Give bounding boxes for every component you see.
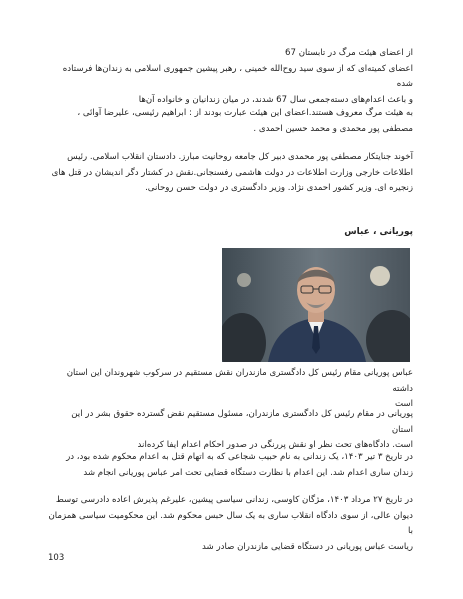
text-line: زنجیره ای. وزیر کشور احمدی نژاد. وزیر دادگستری در دولت حسن روحانی. [145, 183, 413, 193]
text-line: اطلاعات خارجی وزارت اطلاعات در دولت هاشمی رفسنجانی.نقش در کشتار دگر اندیشان در قتل های [51, 167, 413, 178]
text-line: زندان ساری اعدام شد. این اعدام با نظارت دستگاه قضایی تحت امر عباس پوریانی انجام شد [83, 467, 413, 478]
intro-section [48, 46, 413, 108]
pouryani-intro [48, 366, 413, 413]
page-number: 103 [48, 553, 65, 563]
pouryani-role [48, 407, 413, 454]
text-line: در تاریخ ۳ تیر ۱۴۰۳، یک زندانی به نام حبیب شجاعی که به اتهام قتل به اعدام محکوم شده بود، در [66, 452, 413, 462]
text-line: دیوان عالی، از سوی دادگاه انقلاب ساری به یک سال حبس محکوم شد. این محکومیت سیاسی همزمان با [48, 510, 413, 536]
text-line: به هیئت مرگ معروف هستند.اعضای این هیئت عبارت بودند از : ابراهیم رئیسی، علیرضا آوائی ، [77, 108, 413, 118]
text-line: ریاست عباس پوریانی در دستگاه قضایی مازندران صادر شد [202, 541, 413, 552]
pourmohammadi-section [48, 150, 413, 197]
text-line: اعضای کمیته‌ای که از سوی سید روح‌الله خمینی ، رهبر پیشین جمهوری اسلامی به زندان‌ها فرستاده شده [62, 63, 413, 89]
text-line: مصطفی پور محمدی و محمد حسین احمدی . [253, 123, 413, 134]
execution-case [48, 450, 413, 481]
text-line: است [394, 399, 413, 409]
person-heading: پوریانی ، عباس [344, 227, 413, 237]
portrait-photo [222, 248, 410, 362]
text-line: و باعث اعدام‌های دسته‌جمعی سال 67 شدند، در میان زندانیان و خانواده آن‌ها [138, 94, 413, 105]
text-line: عباس پوریانی مقام رئیس کل دادگستری مازندران نقش مستقیم در سرکوب شهروندان این استان داشته [66, 368, 413, 394]
text-line: از اعضای هیئت مرگ در تابستان 67 [285, 48, 413, 58]
death-committee-section [48, 106, 413, 137]
political-prisoner-case [48, 493, 413, 555]
text-line: در تاریخ ۲۷ مرداد ۱۴۰۳، مژگان کاوسی، زندانی سیاسی پیشین، علیرغم پذیرش اعاده دادرسی توسط [55, 495, 413, 505]
text-line: آخوند جنایتکار مصطفی پور محمدی دبیر کل جامعه روحانیت مبارز. دادستان انقلاب اسلامی. رئیس [67, 152, 413, 162]
text-line: است. دادگاه‌های تحت نظر او نقش پررنگی در صدور احکام اعدام ایفا کرده‌اند [137, 440, 413, 450]
text-line: پوریانی در مقام رئیس کل دادگستری مازندران، مسئول مستقیم نقض گسترده حقوق بشر در این استان [71, 409, 413, 435]
